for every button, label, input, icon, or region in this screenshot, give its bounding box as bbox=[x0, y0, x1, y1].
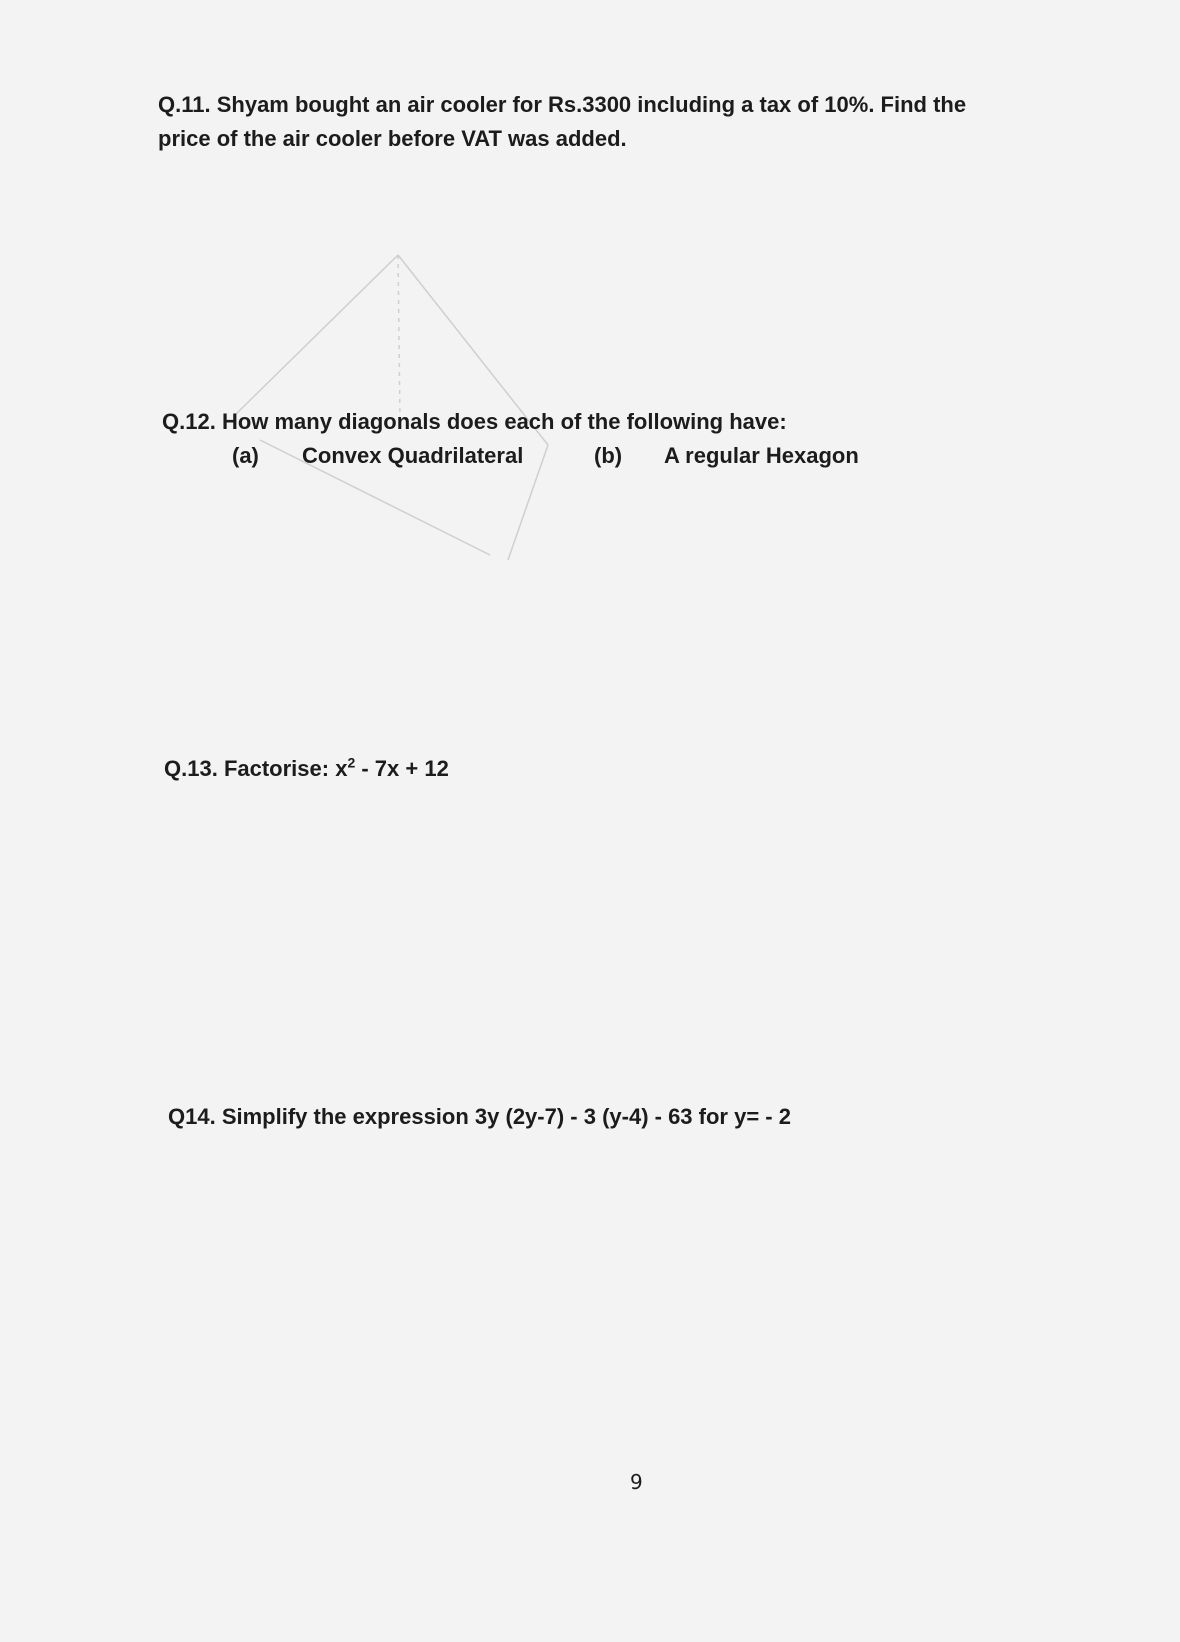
question-text: Simplify the expression 3y (2y-7) - 3 (y-4) - 63 for y= - 2 bbox=[221, 1104, 791, 1129]
question-text-line-1: Shyam bought an air cooler for Rs.3300 including a tax of 10%. Find the bbox=[216, 92, 967, 117]
question-14 bbox=[168, 1100, 791, 1134]
question-number: Q.13. bbox=[164, 756, 218, 781]
option-a-text: Convex Quadrilateral bbox=[302, 443, 524, 468]
faint-line bbox=[235, 255, 398, 415]
page-number: 9 bbox=[630, 1470, 643, 1494]
expression-prefix: Factorise: x bbox=[223, 756, 348, 781]
faint-line bbox=[398, 255, 400, 420]
option-b-label: (b) bbox=[594, 443, 623, 468]
option-a-label: (a) bbox=[232, 443, 259, 468]
question-11 bbox=[158, 88, 1058, 156]
question-number: Q.12. bbox=[162, 409, 216, 434]
question-text: How many diagonals does each of the following have: bbox=[221, 409, 787, 434]
expression-suffix: - 7x + 12 bbox=[355, 756, 449, 781]
exponent: 2 bbox=[347, 754, 356, 771]
option-b-text: A regular Hexagon bbox=[664, 443, 859, 468]
question-12 bbox=[162, 405, 1062, 473]
question-text bbox=[224, 756, 449, 781]
question-13 bbox=[164, 752, 449, 786]
question-number: Q.11. bbox=[158, 92, 211, 117]
question-number: Q14. bbox=[168, 1104, 216, 1129]
question-text-line-2: price of the air cooler before VAT was added. bbox=[158, 126, 627, 151]
options-row bbox=[162, 439, 1062, 473]
